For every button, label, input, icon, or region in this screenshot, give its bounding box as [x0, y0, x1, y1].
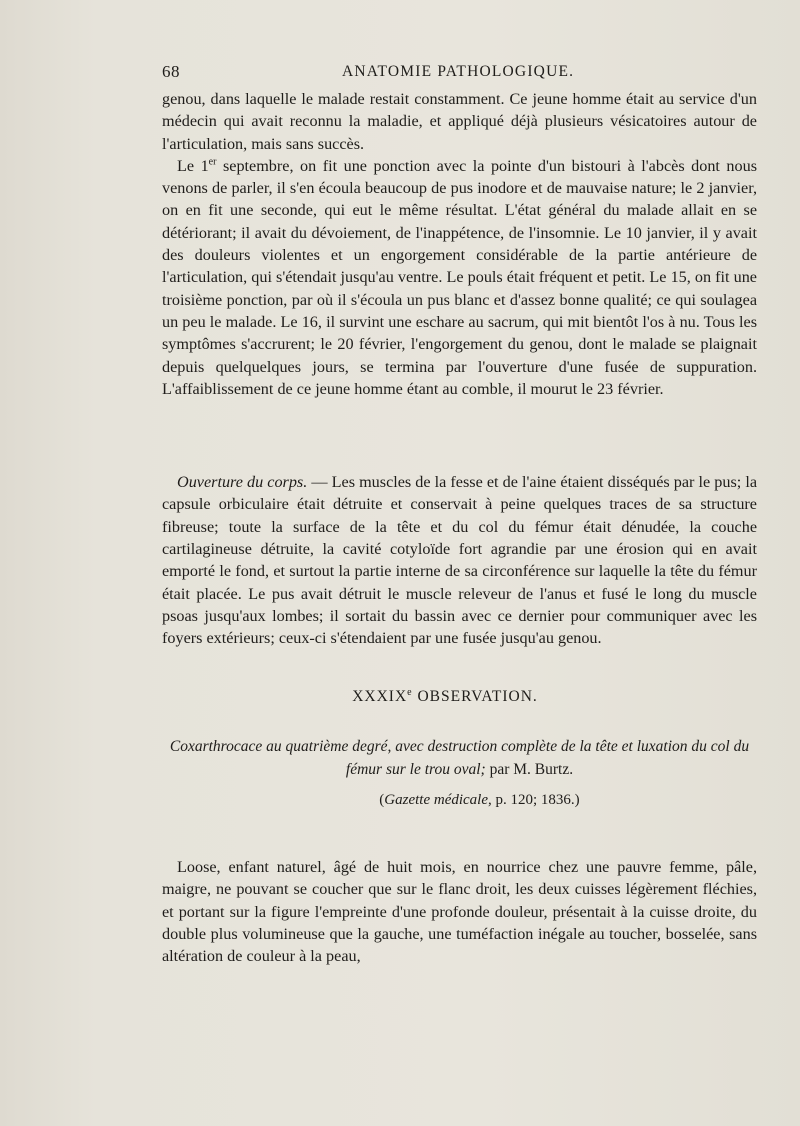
source-journal: Gazette médicale	[384, 792, 489, 808]
observation-superscript: e	[407, 686, 413, 698]
paragraph-autopsy	[162, 471, 757, 649]
body-text-case	[162, 840, 757, 984]
observation-label: OBSERVATION.	[412, 688, 538, 705]
page-header	[162, 62, 757, 86]
observation-source	[162, 792, 757, 809]
paragraph-text: — Les muscles de la fesse et de l'aine étaient disséqués par le pus; la capsule orbiculaire était détruite et conservait à peine quelques traces de sa structure fibreuse; toute la surface de la tête et du col du fémur était dénudée, la couche cartilagineuse détruite, la cavité cotyloïde fort agrandie par une érosion qui en avait emporté le fond, et surtout la partie interne de sa circonférence sur laquelle la tête du fémur était placée. Le pus avait détruit le muscle releveur de l'anus et fusé le long du muscle psoas jusqu'aux lombes; il sortait du bassin avec ce dernier pour communiquer avec les foyers extérieurs; ceux-ci s'étendaient par une fusée jusqu'au genou.	[162, 473, 757, 648]
autopsy-heading: Ouverture du corps.	[177, 473, 308, 492]
source-reference: , p. 120; 1836.)	[488, 792, 580, 808]
observation-subtitle	[162, 736, 757, 781]
observation-description: Coxarthrocace au quatrième degré, avec destruction complète de la tête et luxation du col du fémur sur le trou oval;	[169, 738, 750, 778]
source-open: (	[379, 792, 385, 808]
paragraph-case: Loose, enfant naturel, âgé de huit mois, en nourrice chez une pauvre femme, pâle, maigre, ne pouvant se coucher que sur le flanc droit, les deux cuisses légèrement fléchies, et portant sur la figure l'empreinte d'une profonde douleur, présentait à la cuisse droite, du double plus volumineuse que la gauche, une tuméfaction inégale au toucher, bosselée, sans altération de couleur à la peau,	[162, 858, 757, 966]
ordinal-superscript: er	[208, 156, 217, 168]
observation-author: par M. Burtz.	[485, 760, 574, 778]
paragraph-continuation: genou, dans laquelle le malade restait constamment. Ce jeune homme était au service d'un médecin qui avait reconnu la maladie, et appliqué déjà plusieurs vésicatoires autour de l'articulation, mais sans succès.	[162, 90, 757, 153]
observation-number: XXXIX	[352, 688, 408, 705]
page-number: 68	[162, 62, 180, 81]
paragraph-text: septembre, on fit une ponction avec la pointe d'un bistouri à l'abcès dont nous venons de parler, il s'en écoula beaucoup de pus inodore et de mauvaise nature; le 2 janvier, on en fit une seconde, qui eut le même résultat. L'état général du malade allait en se détériorant; il avait du dévoiement, de l'inappétence, de l'insomnie. Le 10 janvier, il y avait des douleurs violentes et un engorgement considérable de la partie antérieure de l'articulation, qui s'étendait jusqu'au ventre. Le pouls était fréquent et petit. Le 15, on fit une troisième ponction, par où il s'écoula un pus blanc et d'assez bonne qualité; ce qui soulagea un peu le malade. Le 16, il survint une eschare au sacrum, qui mit bientôt l'os à nu. Tous les symptômes s'accrurent; le 20 février, l'engorgement du genou, dont le malade se plaignait depuis quelquelques jours, se termina par l'ouverture d'une fusée de suppuration. L'affaiblissement de ce jeune homme étant au comble, il mourut le 23 février.	[162, 156, 757, 398]
running-head: ANATOMIE PATHOLOGIQUE.	[342, 63, 575, 80]
body-text-top	[162, 88, 757, 400]
body-text-autopsy	[162, 455, 757, 666]
paragraph-clinical-course	[162, 155, 757, 400]
date-lead: Le 1	[177, 156, 209, 175]
observation-title	[0, 688, 800, 706]
